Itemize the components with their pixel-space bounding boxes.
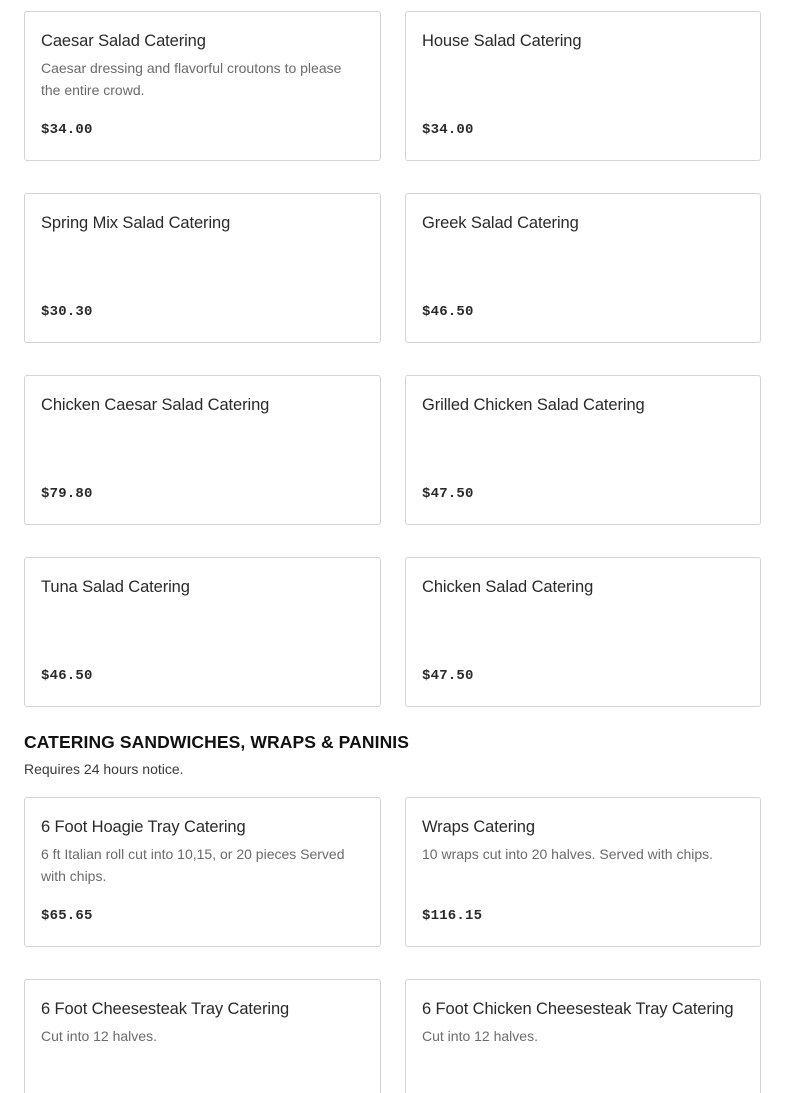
sandwich-items-grid [24, 797, 761, 1093]
menu-item-card-chicken-salad[interactable] [405, 557, 761, 707]
menu-item-name: Greek Salad Catering [422, 214, 579, 232]
menu-item-price: $116.15 [422, 908, 483, 924]
menu-item-description: Cut into 12 halves. [422, 1028, 538, 1044]
menu-item-card-tuna-salad[interactable] [24, 557, 381, 707]
menu-item-price: $65.65 [41, 908, 93, 924]
menu-item-card-chicken-cheesesteak-tray[interactable] [405, 979, 761, 1093]
menu-item-card-greek-salad[interactable] [405, 193, 761, 343]
menu-item-price: $46.50 [422, 304, 474, 320]
menu-item-price: $30.30 [41, 304, 93, 320]
menu-item-name: Grilled Chicken Salad Catering [422, 396, 645, 414]
menu-item-name: 6 Foot Cheesesteak Tray Catering [41, 1000, 290, 1018]
menu-item-card-hoagie-tray[interactable] [24, 797, 381, 947]
menu-item-description: 10 wraps cut into 20 halves. Served with chips. [422, 846, 714, 862]
menu-item-name: Spring Mix Salad Catering [41, 214, 231, 232]
menu-item-description: 6 ft Italian roll cut into 10,15, or 20 pieces Served with chips. [41, 846, 345, 884]
menu-item-price: $34.00 [422, 122, 474, 138]
menu-item-price: $79.80 [41, 486, 93, 502]
section-note: Requires 24 hours notice. [24, 761, 184, 777]
menu-item-name: Wraps Catering [422, 818, 535, 836]
menu-item-card-house-salad[interactable] [405, 11, 761, 161]
menu-item-card-chicken-caesar-salad[interactable] [24, 375, 381, 525]
menu-item-price: $47.50 [422, 486, 474, 502]
menu-item-card-wraps[interactable] [405, 797, 761, 947]
menu-item-price: $46.50 [41, 668, 93, 684]
menu-item-card-grilled-chicken-salad[interactable] [405, 375, 761, 525]
salad-items-grid [24, 11, 761, 707]
menu-item-card-caesar-salad[interactable] [24, 11, 381, 161]
section-header [24, 731, 409, 779]
menu-item-name: Chicken Caesar Salad Catering [41, 396, 270, 414]
menu-item-name: 6 Foot Chicken Cheesesteak Tray Catering [422, 1000, 734, 1018]
menu-item-name: Tuna Salad Catering [41, 578, 190, 596]
menu-item-name: Caesar Salad Catering [41, 32, 206, 50]
menu-item-description: Cut into 12 halves. [41, 1028, 157, 1044]
section-title: CATERING SANDWICHES, WRAPS & PANINIS [24, 732, 410, 752]
menu-item-name: 6 Foot Hoagie Tray Catering [41, 818, 246, 836]
menu-item-card-cheesesteak-tray[interactable] [24, 979, 381, 1093]
menu-item-name: House Salad Catering [422, 32, 582, 50]
menu-item-price: $47.50 [422, 668, 474, 684]
menu-item-price: $34.00 [41, 122, 93, 138]
menu-item-name: Chicken Salad Catering [422, 578, 594, 596]
menu-item-description: Caesar dressing and flavorful croutons to please the entire crowd. [41, 60, 342, 98]
menu-item-card-spring-mix-salad[interactable] [24, 193, 381, 343]
